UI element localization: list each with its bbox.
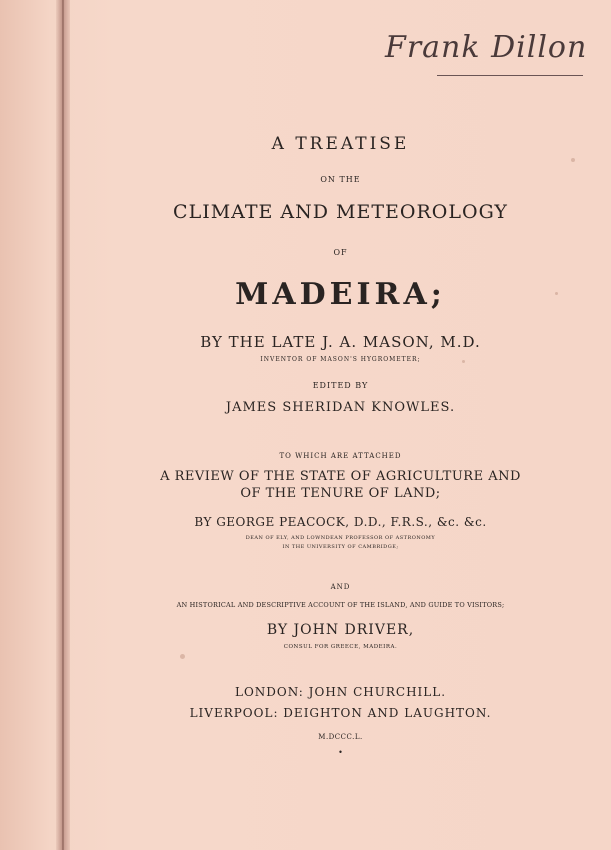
- attached-label: TO WHICH ARE ATTACHED: [279, 452, 402, 460]
- account-line: AN HISTORICAL AND DESCRIPTIVE ACCOUNT OF THE ISLAND, AND GUIDE TO VISITORS;: [176, 601, 505, 609]
- title-line-of: OF: [333, 248, 348, 257]
- author-line: BY THE LATE J. A. MASON, M.D.: [200, 333, 481, 351]
- driver-author-line: BY JOHN DRIVER,: [266, 622, 415, 638]
- publication-year: M.DCCC.L.: [318, 733, 363, 741]
- author-note: INVENTOR OF MASON'S HYGROMETER;: [260, 356, 421, 363]
- publisher-liverpool: LIVERPOOL: DEIGHTON AND LAUGHTON.: [189, 706, 492, 720]
- and-conjunction: AND: [330, 583, 351, 591]
- review-line-2: OF THE TENURE OF LAND;: [240, 486, 441, 501]
- signature-text: Frank Dillon: [385, 30, 588, 65]
- foxing-spot: [571, 158, 575, 162]
- handwritten-signature: [385, 20, 600, 80]
- peacock-author-line: BY GEORGE PEACOCK, D.D., F.R.S., &c. &c.: [194, 515, 487, 529]
- foxing-spot: [180, 654, 185, 659]
- publisher-london: LONDON: JOHN CHURCHILL.: [234, 685, 447, 699]
- gutter-fold-line: [62, 0, 64, 850]
- title-line-treatise: A TREATISE: [271, 134, 410, 154]
- editor-name: JAMES SHERIDAN KNOWLES.: [225, 400, 456, 415]
- title-line-on-the: ON THE: [320, 175, 361, 184]
- peacock-note-2: IN THE UNIVERSITY OF CAMBRIDGE;: [282, 544, 399, 550]
- edited-by-label: EDITED BY: [312, 381, 369, 390]
- year-dot: •: [338, 748, 343, 757]
- title-main-madeira: MADEIRA;: [235, 277, 446, 312]
- review-line-1: A REVIEW OF THE STATE OF AGRICULTURE AND: [160, 469, 521, 484]
- peacock-note-1: DEAN OF ELY, AND LOWNDEAN PROFESSOR OF ASTRONOMY: [245, 535, 436, 541]
- signature-underline: [437, 75, 583, 76]
- driver-note: CONSUL FOR GREECE, MADEIRA.: [283, 644, 398, 650]
- title-line-climate: CLIMATE AND METEOROLOGY: [173, 201, 508, 223]
